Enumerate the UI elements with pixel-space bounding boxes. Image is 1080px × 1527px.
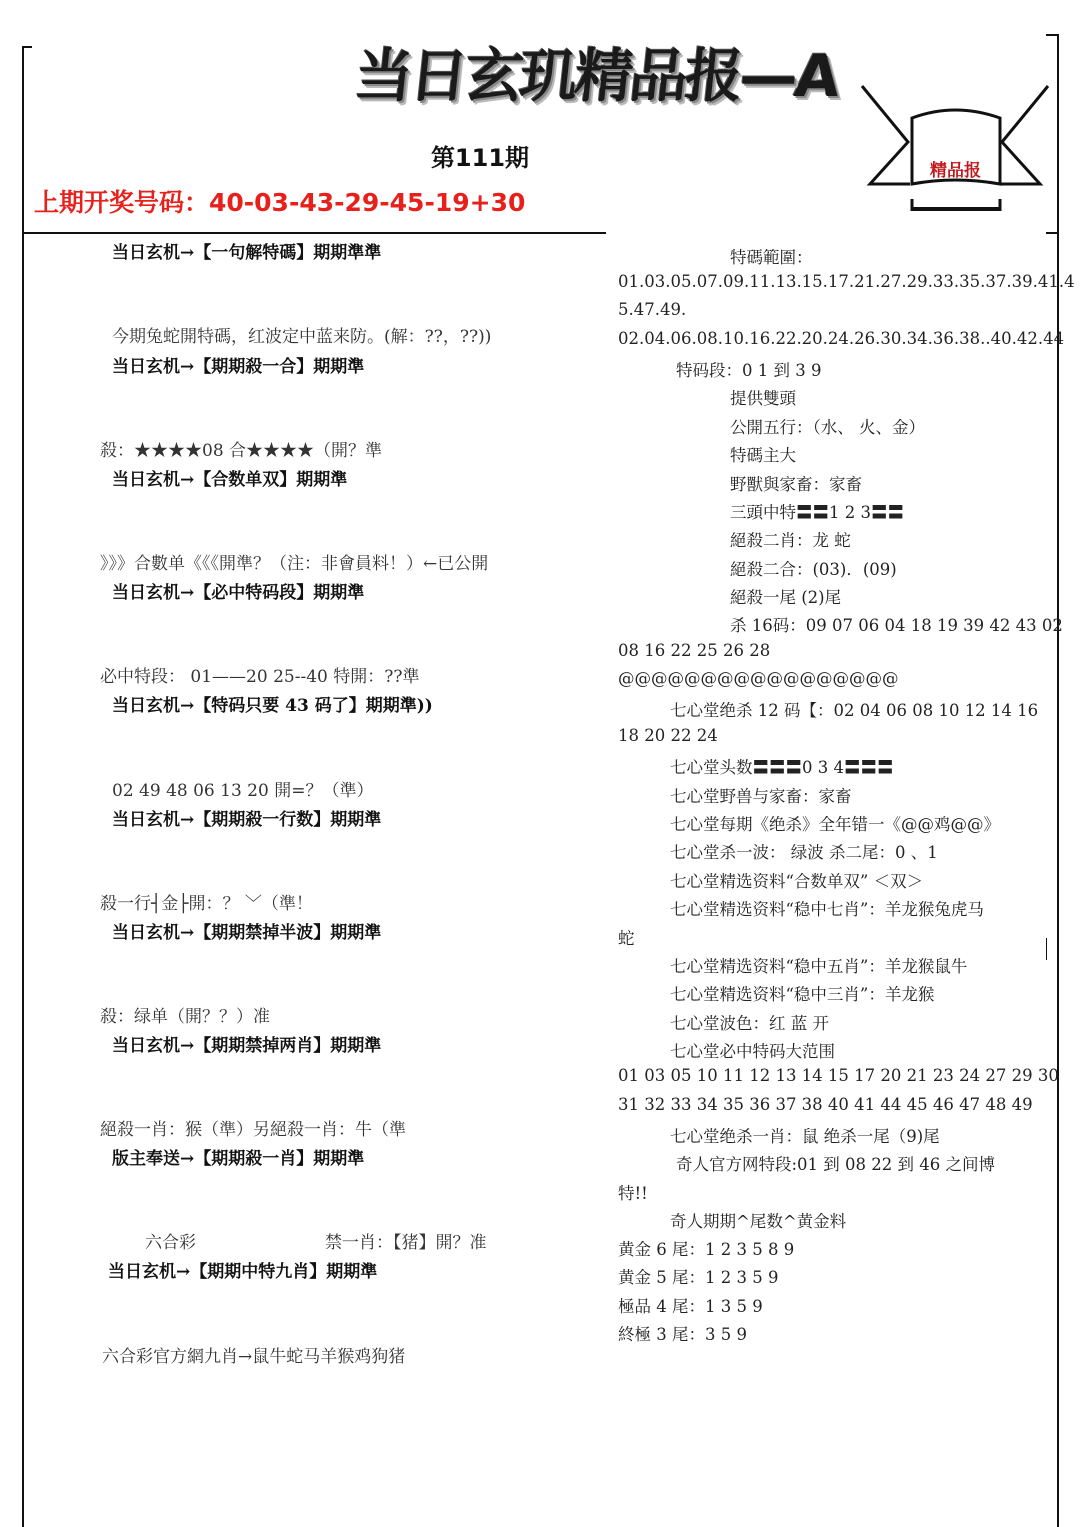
right-line-1: 特碼範圍： (730, 248, 813, 267)
right-line-17: 七心堂绝杀 12 码【：02 04 06 08 10 12 14 16 (670, 701, 1039, 720)
right-line-37: 黄金 5 尾：1 2 3 5 9 (618, 1268, 779, 1287)
right-line-30: 01 03 05 10 11 12 13 14 15 17 20 21 23 24 27 29 30 (618, 1066, 1059, 1085)
block-8-body: 絕殺一肖：猴（準）另絕殺一肖：牛（準 (100, 1120, 406, 1140)
right-line-20: 七心堂野兽与家畜：家畜 (670, 787, 852, 806)
right-border (1057, 34, 1059, 1527)
block-9-body-a: 六合彩 (145, 1233, 196, 1253)
logo-badge-label: 精品报 (930, 161, 981, 181)
right-line-2: 01.03.05.07.09.11.13.15.17.21.27.29.33.35.37.39.41.4 (618, 272, 1075, 291)
right-line-10: 三頭中特〓〓1 2 3〓〓 (730, 503, 904, 522)
right-line-26: 七心堂精选资料“稳中五肖”：羊龙猴鼠牛 (670, 957, 968, 976)
column-divider-mark (1046, 938, 1047, 960)
right-line-39: 終極 3 尾：3 5 9 (618, 1325, 747, 1344)
block-5-body: 02 49 48 06 13 20 開=？（準） (112, 781, 374, 801)
block-4-body: 必中特段： 01——20 25--40 特開：??準 (100, 667, 420, 687)
right-line-23: 七心堂精选资料“合数单双” ＜双＞ (670, 872, 924, 891)
logo-badge-icon (860, 84, 1050, 216)
issue-number: 第111期 (430, 144, 530, 172)
right-line-25: 蛇 (618, 929, 635, 948)
right-line-3: 5.47.49. (618, 300, 687, 319)
right-line-31: 31 32 33 34 35 36 37 38 40 41 44 45 46 47 48 49 (618, 1095, 1033, 1114)
header-divider-right (1046, 232, 1058, 234)
right-line-19: 七心堂头数〓〓〓0 3 4〓〓〓 (670, 758, 894, 777)
right-line-33: 奇人官方网特段:01 到 08 22 到 46 之间博 (676, 1155, 996, 1174)
top-left-tick (22, 46, 32, 48)
right-line-35: 奇人期期^尾数^黄金料 (670, 1212, 847, 1231)
block-5-head: 当日玄机→【特码只要 43 码了】期期準)) (112, 696, 433, 716)
header-divider (22, 232, 606, 234)
block-9-body-b: 禁一肖：【猪】開？准 (325, 1233, 487, 1253)
block-9-head: 版主奉送→【期期殺一肖】期期準 (112, 1149, 365, 1169)
right-line-32: 七心堂绝杀一肖：鼠 绝杀一尾（9)尾 (670, 1127, 940, 1146)
right-line-34: 特!! (618, 1184, 648, 1203)
block-6-head: 当日玄机→【期期殺一行数】期期準 (112, 810, 382, 830)
block-3-head: 当日玄机→【合数单双】期期準 (112, 470, 348, 490)
right-line-18: 18 20 22 24 (618, 726, 718, 745)
right-line-11: 絕殺二肖：龙 蛇 (730, 531, 851, 550)
block-8-head: 当日玄机→【期期禁掉两肖】期期準 (112, 1036, 382, 1056)
right-line-6: 提供雙頭 (730, 389, 796, 408)
top-right-tick (1046, 34, 1058, 36)
right-line-21: 七心堂每期《绝杀》全年错一《@@鸡@@》 (670, 815, 1000, 834)
block-6-body: 殺一行┤金├開：？ ﹀（準！ (100, 894, 313, 914)
right-line-4: 02.04.06.08.10.16.22.20.24.26.30.34.36.38..40.42.44 (618, 329, 1065, 348)
right-line-22: 七心堂杀一波： 绿波 杀二尾：0 、1 (670, 843, 938, 862)
right-line-24: 七心堂精选资料“稳中七肖”：羊龙猴兔虎马 (670, 900, 984, 919)
block-10-body: 六合彩官方網九肖→鼠牛蛇马羊猴鸡狗猪 (102, 1347, 406, 1367)
right-line-13: 絕殺一尾 (2)尾 (730, 588, 842, 607)
right-line-29: 七心堂必中特码大范围 (670, 1042, 835, 1061)
right-line-15: 08 16 22 25 26 28 (618, 641, 771, 660)
right-line-12: 絕殺二合：(03)．(09) (730, 560, 897, 579)
block-7-head: 当日玄机→【期期禁掉半波】期期準 (112, 923, 382, 943)
right-line-7: 公開五行：（水、 火、金） (730, 418, 925, 437)
last-draw-numbers: 上期开奖号码：40-03-43-29-45-19+30 (34, 188, 526, 217)
block-10-head: 当日玄机→【期期中特九肖】期期準 (108, 1262, 378, 1282)
right-line-14: 杀 16码：09 07 06 04 18 19 39 42 43 02 (730, 616, 1063, 635)
block-2-head: 当日玄机→【期期殺一合】期期準 (112, 357, 365, 377)
block-3-body: 》》》合數单《《《開準？（注：非會員料！）←已公開 (100, 554, 489, 574)
left-border (22, 46, 24, 1527)
block-4-head: 当日玄机→【必中特码段】期期準 (112, 583, 365, 603)
right-line-8: 特碼主大 (730, 446, 796, 465)
right-line-16: @@@@@@@@@@@@@@@@@ (618, 669, 899, 688)
right-line-27: 七心堂精选资料“稳中三肖”：羊龙猴 (670, 985, 935, 1004)
block-1-body: 今期兔蛇開特碼，红波定中蓝来防。(解：??，??)) (112, 327, 492, 347)
right-line-28: 七心堂波色：红 蓝 开 (670, 1014, 829, 1033)
block-2-body: 殺：★★★★08 合★★★★（開？準 (100, 441, 383, 461)
right-line-5: 特码段：0 1 到 3 9 (676, 361, 822, 380)
block-1-head: 当日玄机→【一句解特碼】期期準準 (112, 243, 382, 263)
page-title-banner: 当日玄玑精品报—A (351, 42, 841, 110)
right-line-38: 極品 4 尾：1 3 5 9 (618, 1297, 763, 1316)
right-line-36: 黄金 6 尾：1 2 3 5 8 9 (618, 1240, 795, 1259)
block-7-body: 殺：绿单（開？？）准 (100, 1007, 270, 1027)
right-line-9: 野獸與家畜：家畜 (730, 475, 862, 494)
